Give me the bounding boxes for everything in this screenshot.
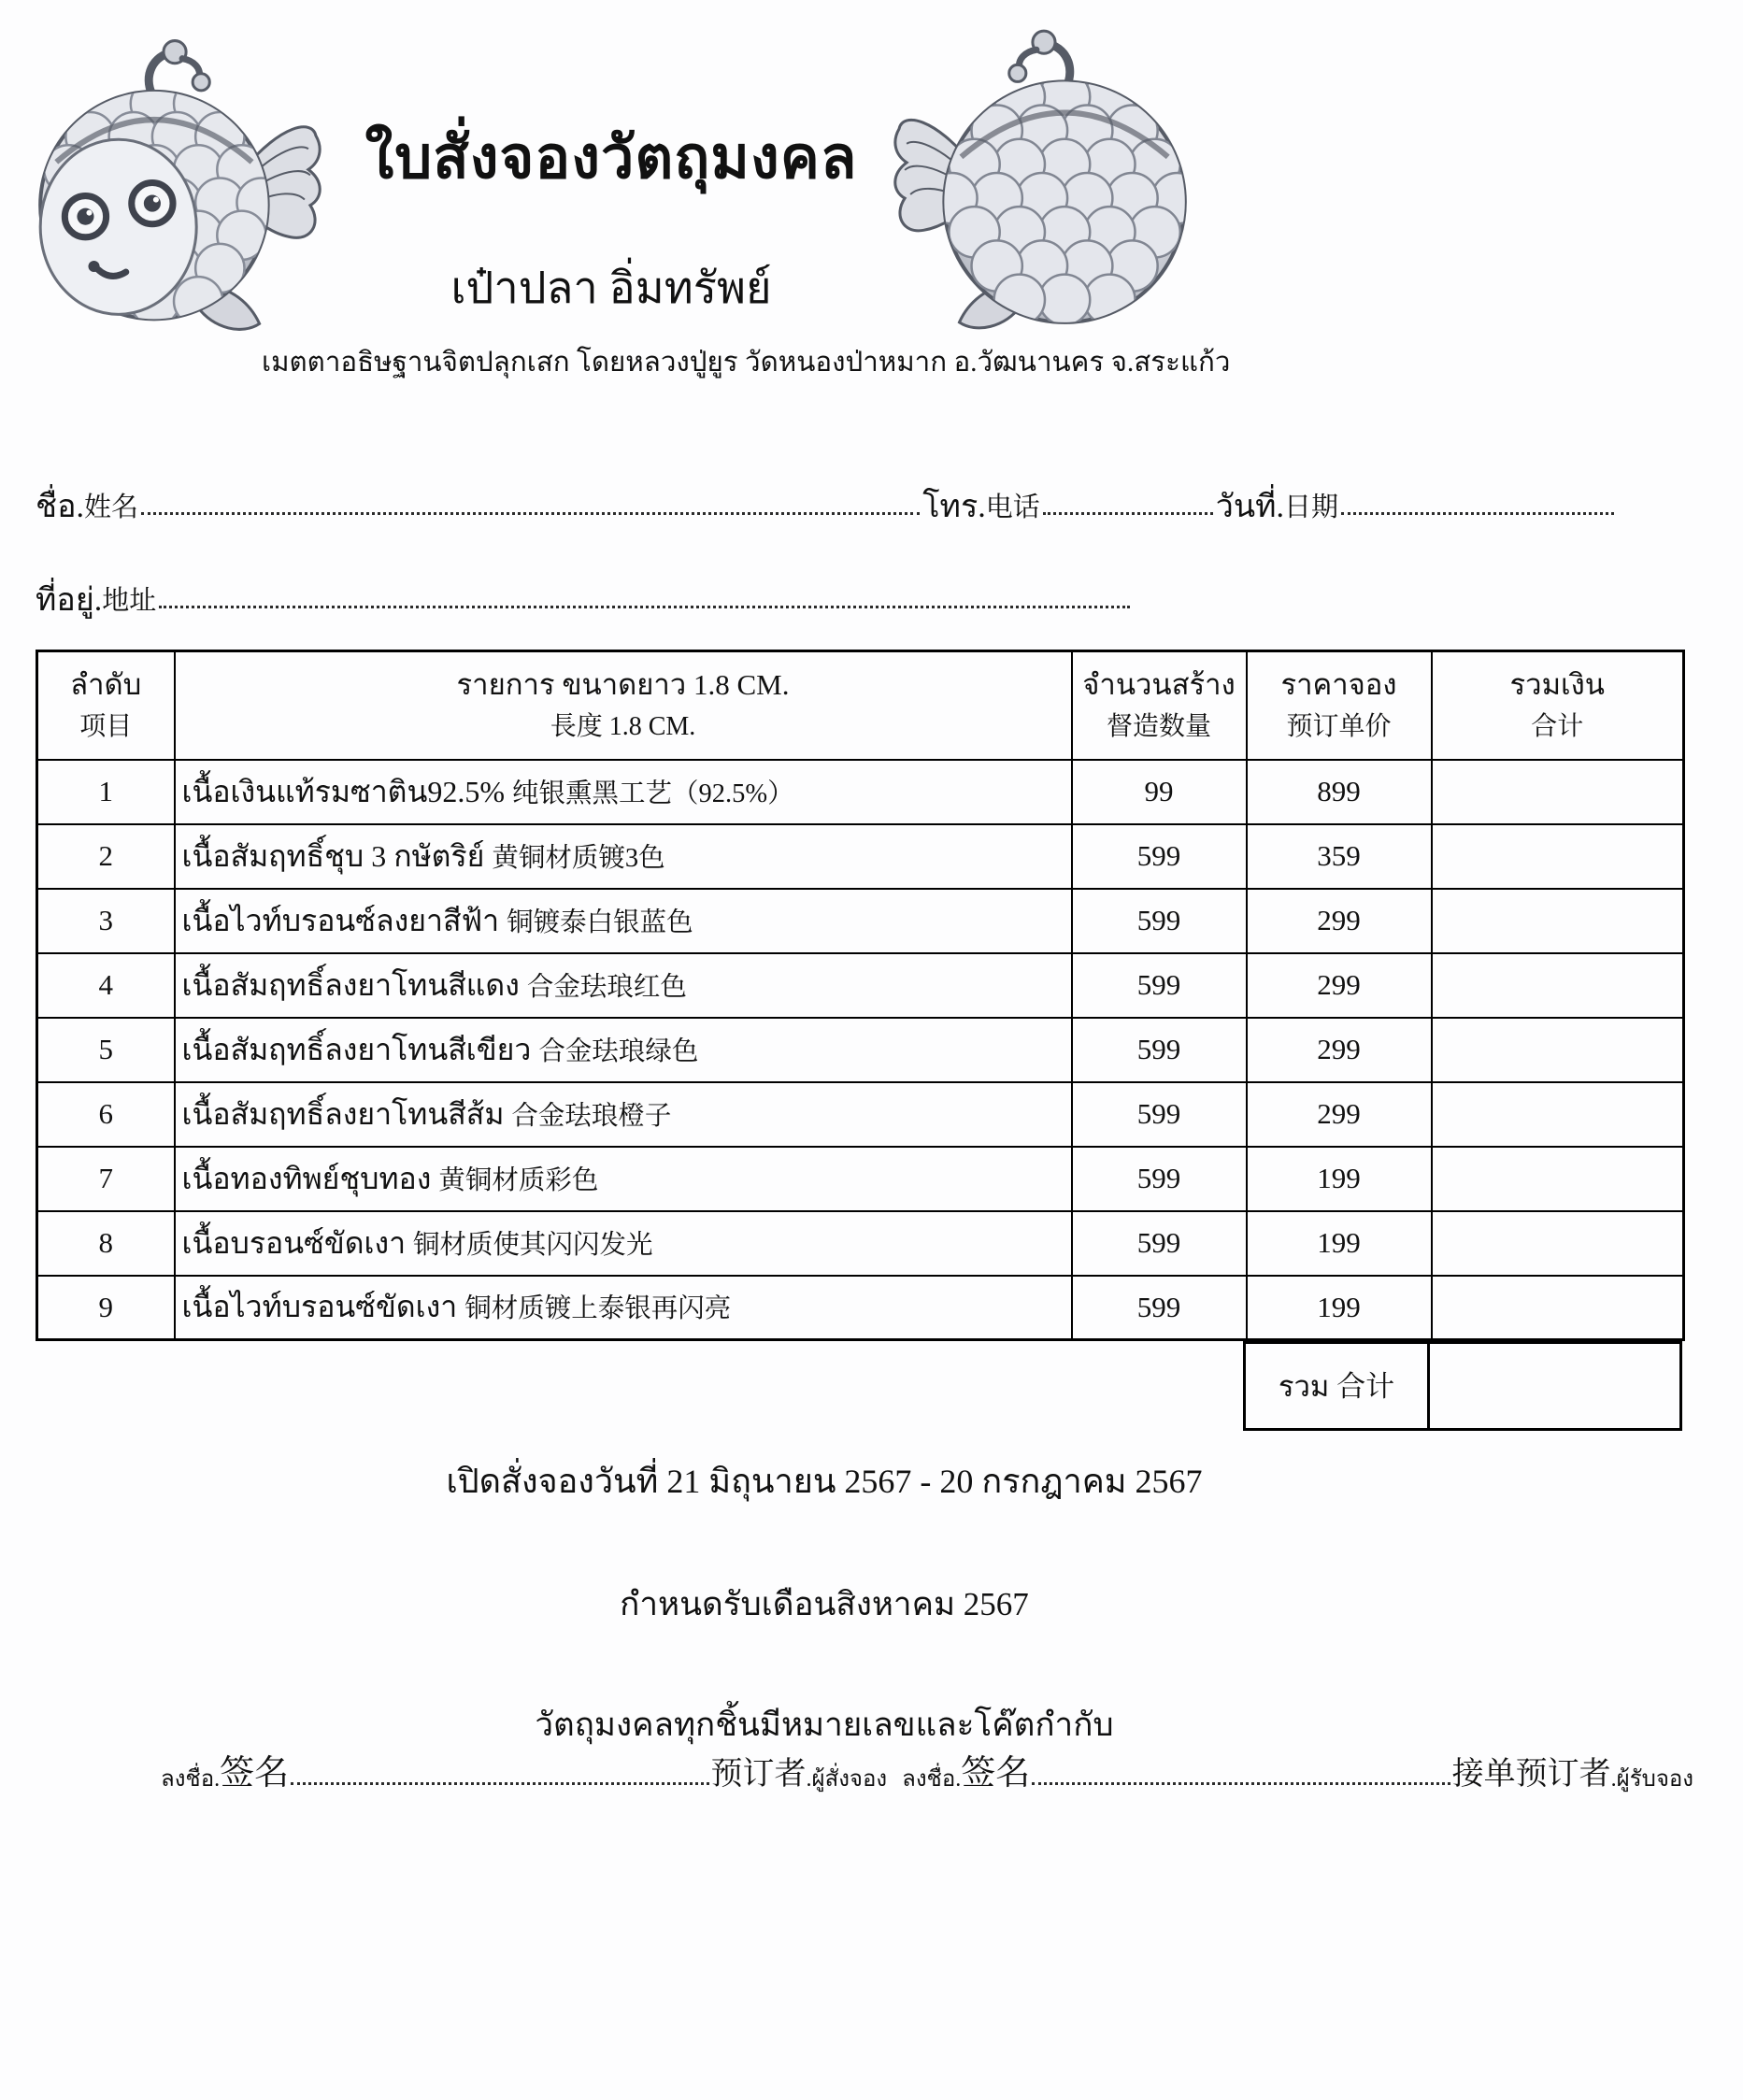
row-total-cell	[1432, 1147, 1684, 1211]
address-label-cn: 地址	[102, 585, 157, 616]
phone-label-cn: 电话	[985, 492, 1040, 522]
item-name-chinese: 铜镀泰白银蓝色	[507, 907, 693, 937]
name-label-cn: 姓名	[84, 492, 139, 522]
row-item-cell	[175, 1147, 1072, 1211]
header	[262, 0, 1231, 383]
orderer-role-th: .ผู้สั่งจอง	[806, 1767, 888, 1792]
row-qty-cell: 599	[1072, 1018, 1247, 1082]
orderer-signature-line[interactable]	[291, 1782, 708, 1785]
table-body	[37, 760, 1684, 1340]
row-item-cell	[175, 1082, 1072, 1147]
table-row	[37, 760, 1684, 824]
row-qty-cell: 599	[1072, 1276, 1247, 1340]
table-row	[37, 824, 1684, 889]
sign-right-label-cn: 签名	[961, 1754, 1031, 1793]
table-row	[37, 1276, 1684, 1340]
header-no: ลำดับ 项目	[37, 651, 175, 760]
date-input-line[interactable]	[1341, 512, 1614, 515]
date-label-cn: 日期	[1283, 492, 1338, 522]
phone-label-th: โทร.	[922, 490, 986, 524]
right-eye	[132, 182, 173, 223]
row-number-cell: 7	[37, 1147, 175, 1211]
item-name-thai: เนื้อทองทิพย์ชุบทอง	[181, 1161, 432, 1195]
item-name-thai: เนื้อบรอนซ์ขัดเงา	[181, 1225, 407, 1260]
table-row	[37, 889, 1684, 953]
page-subtitle: เป๋าปลา อิ่มทรัพย์	[450, 264, 772, 313]
name-phone-date-row	[36, 465, 1617, 523]
item-name-chinese: 黄铜材质镀3色	[492, 843, 665, 873]
row-number-cell: 6	[37, 1082, 175, 1147]
row-number-cell: 1	[37, 760, 175, 824]
page-title: ใบสั่งจองวัตถุมงคล	[364, 125, 858, 191]
row-price-cell: 299	[1247, 953, 1432, 1018]
date-label-th: วันที่.	[1215, 490, 1284, 524]
row-price-cell: 359	[1247, 824, 1432, 889]
blessing-line: เมตตาอธิษฐานจิตปลุกเสก โดยหลวงปู่ยูร วัดหนองป่าหมาก อ.วัฒนานคร จ.สระแก้ว	[262, 348, 1231, 379]
table-header-row	[37, 651, 1684, 760]
item-name-chinese: 纯银熏黑工艺（92.5%）	[511, 779, 794, 808]
row-total-cell	[1432, 824, 1684, 889]
row-total-cell	[1432, 953, 1684, 1018]
row-item-cell	[175, 953, 1072, 1018]
row-item-cell	[175, 760, 1072, 824]
receiver-role-cn: 接单预订者	[1451, 1757, 1611, 1792]
row-qty-cell: 599	[1072, 889, 1247, 953]
row-total-cell	[1432, 1211, 1684, 1276]
row-qty-cell: 599	[1072, 1147, 1247, 1211]
item-name-thai: เนื้อสัมฤทธิ์ชุบ 3 กษัตริย์	[181, 838, 485, 873]
item-name-thai: เนื้อไวท์บรอนซ์ขัดเงา	[181, 1290, 458, 1324]
address-label-th: ที่อยู่.	[36, 583, 103, 618]
item-name-chinese: 合金珐琅橙子	[511, 1101, 672, 1131]
row-price-cell: 299	[1247, 1018, 1432, 1082]
row-qty-cell: 599	[1072, 824, 1247, 889]
serial-code-line: วัตถุมงคลทุกชิ้นมีหมายเลขและโค๊ตกำกับ	[535, 1707, 1114, 1743]
row-item-cell	[175, 1276, 1072, 1340]
address-input-line[interactable]	[159, 606, 1130, 608]
name-input-line[interactable]	[141, 512, 920, 515]
row-qty-cell: 599	[1072, 1082, 1247, 1147]
sum-value-cell	[1430, 1341, 1682, 1431]
receiver-signature-line[interactable]	[1032, 1782, 1450, 1785]
item-name-chinese: 合金珐琅绿色	[538, 1036, 699, 1066]
signature-row	[161, 1731, 1693, 1791]
table-row	[37, 1018, 1684, 1082]
row-price-cell: 199	[1247, 1276, 1432, 1340]
row-item-cell	[175, 1211, 1072, 1276]
table-row	[37, 1211, 1684, 1276]
table-row	[37, 953, 1684, 1018]
row-total-cell	[1432, 889, 1684, 953]
row-item-cell	[175, 889, 1072, 953]
orderer-role-cn: 预订者	[710, 1757, 807, 1792]
row-qty-cell: 599	[1072, 1211, 1247, 1276]
item-name-thai: เนื้อสัมฤทธิ์ลงยาโทนสีเขียว	[181, 1032, 532, 1066]
row-qty-cell: 599	[1072, 953, 1247, 1018]
item-name-chinese: 铜材质镀上泰银再闪亮	[464, 1294, 732, 1324]
notes	[36, 1454, 1613, 1750]
row-total-cell	[1432, 760, 1684, 824]
row-price-cell: 199	[1247, 1147, 1432, 1211]
row-total-cell	[1432, 1082, 1684, 1147]
row-number-cell: 3	[37, 889, 175, 953]
header-price: ราคาจอง 预订单价	[1247, 651, 1432, 760]
delivery-month-line: กำหนดรับเดือนสิงหาคม 2567	[620, 1586, 1029, 1622]
sign-right-label-th: ลงชื่อ.	[902, 1767, 962, 1792]
row-item-cell	[175, 1018, 1072, 1082]
header-qty: จำนวนสร้าง 督造数量	[1072, 651, 1247, 760]
item-name-thai: เนื้อเงินแท้รมซาติน92.5%	[181, 774, 505, 808]
name-label-th: ชื่อ.	[36, 490, 84, 524]
item-name-chinese: 合金珐琅红色	[526, 972, 687, 1002]
phone-input-line[interactable]	[1043, 512, 1213, 515]
row-number-cell: 5	[37, 1018, 175, 1082]
row-price-cell: 299	[1247, 1082, 1432, 1147]
table-row	[37, 1147, 1684, 1211]
face	[40, 139, 196, 314]
left-eye	[64, 196, 106, 237]
order-table	[36, 650, 1685, 1341]
row-number-cell: 2	[37, 824, 175, 889]
sign-left-label-cn: 签名	[220, 1754, 290, 1793]
booking-period-line: เปิดสั่งจองวันที่ 21 มิถุนายน 2567 - 20 กรกฎาคม 2567	[446, 1463, 1203, 1500]
item-name-chinese: 铜材质使其闪闪发光	[413, 1230, 653, 1260]
clasp	[149, 41, 209, 98]
row-price-cell: 299	[1247, 889, 1432, 953]
address-row	[36, 559, 1133, 617]
table-row	[37, 1082, 1684, 1147]
row-number-cell: 9	[37, 1276, 175, 1340]
row-total-cell	[1432, 1018, 1684, 1082]
item-name-thai: เนื้อไวท์บรอนซ์ลงยาสีฟ้า	[181, 903, 500, 937]
item-name-thai: เนื้อสัมฤทธิ์ลงยาโทนสีส้ม	[181, 1096, 505, 1131]
row-number-cell: 8	[37, 1211, 175, 1276]
row-price-cell: 199	[1247, 1211, 1432, 1276]
scales	[926, 71, 1203, 325]
row-price-cell: 899	[1247, 760, 1432, 824]
row-total-cell	[1432, 1276, 1684, 1340]
row-qty-cell: 99	[1072, 760, 1247, 824]
item-name-thai: เนื้อสัมฤทธิ์ลงยาโทนสีแดง	[181, 967, 520, 1002]
sum-row	[1243, 1341, 1682, 1431]
row-item-cell	[175, 824, 1072, 889]
header-item: รายการ ขนาดยาว 1.8 CM. 長度 1.8 CM.	[175, 651, 1072, 760]
sign-left-label-th: ลงชื่อ.	[161, 1767, 221, 1792]
sum-label-cell: รวม 合计	[1243, 1341, 1430, 1431]
receiver-role-th: .ผู้รับจอง	[1610, 1767, 1694, 1792]
header-total: รวมเงิน 合计	[1432, 651, 1684, 760]
row-number-cell: 4	[37, 953, 175, 1018]
item-name-chinese: 黄铜材质彩色	[438, 1165, 599, 1195]
